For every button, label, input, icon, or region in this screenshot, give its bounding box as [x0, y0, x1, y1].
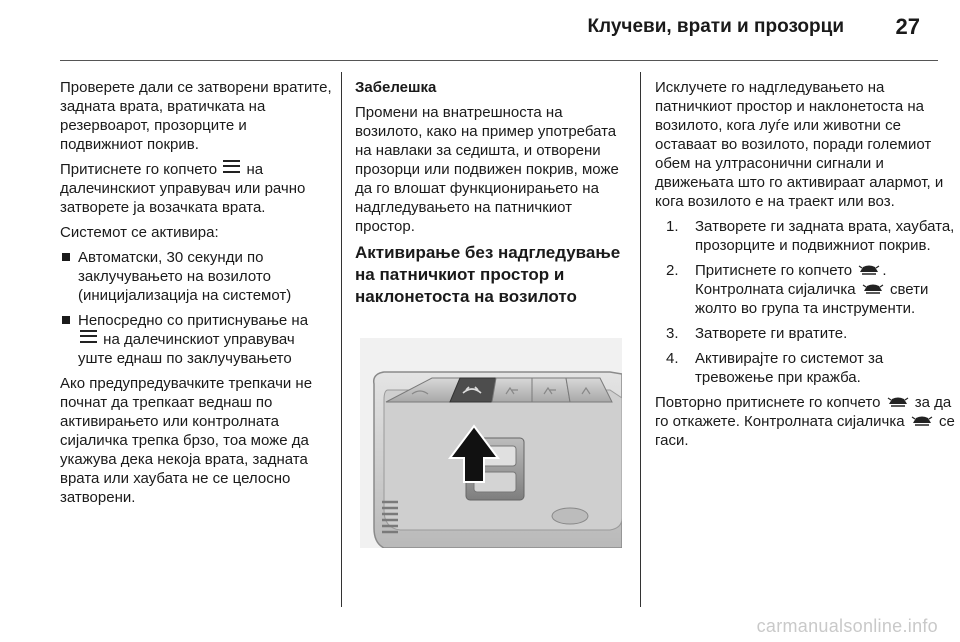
interior-monitoring-icon	[858, 263, 880, 276]
paragraph-disable-monitoring: Исклучете го надгледувањето на патничкиот простор и наклонетоста на возилото, кога луѓе или животни се оставаат во возилото, поради големиот обем на ултрасонични сигнали и движењата што го активираат алармот, и кога возилото е на траект или воз.	[655, 79, 944, 210]
note-title: Забелешка	[355, 79, 437, 96]
paragraph-cancel: Повторно притиснете го копчето за да го откажете. Контролната сијаличка се гаси.	[655, 394, 955, 449]
column-divider-left	[341, 72, 342, 607]
column-divider-right	[640, 72, 641, 607]
right-column	[655, 78, 955, 456]
paragraph-press-button: Притиснете го копчето на далечинскиот управувач или рачно затворете ја возачката врата.	[60, 161, 306, 216]
paragraph-check-doors: Проверете дали се затворени вратите, задната врата, вратичката на резервоарот, прозорците и подвижниот покрив.	[60, 79, 332, 153]
interior-monitoring-icon	[887, 395, 909, 408]
list-item: 2. Притиснете го копчето . Контролната сијаличка свети жолто во група та инструменти.	[666, 262, 929, 317]
middle-column	[355, 78, 630, 308]
interior-monitoring-icon	[862, 282, 884, 295]
page-header	[0, 0, 960, 62]
left-column	[60, 78, 332, 513]
paragraph-hazard-warning: Ако предупредувачките трепкачи не почнат да трепкаат веднаш по активирањето или контролната сијаличка трепка брзо, тоа може да укажува дека некоја врата, задната врата или хаубата не се целосно затворени.	[60, 375, 313, 506]
interior-monitoring-icon	[911, 414, 933, 427]
bullet-icon	[62, 253, 70, 261]
page-number: 27	[895, 14, 920, 39]
list-item: Автоматски, 30 секунди по заклучувањето на возилото (иницијализација на системот)	[60, 248, 332, 305]
steps-list	[655, 217, 955, 387]
header-rule	[60, 60, 938, 61]
console-illustration	[360, 338, 622, 548]
list-item: Непосредно со притиснување на на далечинскиот управувач уште еднаш по заклучувањето	[60, 311, 332, 368]
list-item: 1. Затворете ги задната врата, хаубата, прозорците и подвижниот покрив.	[666, 218, 955, 254]
list-item: 3. Затворете ги вратите.	[666, 325, 848, 342]
watermark[interactable]: carmanualsonline.info	[756, 616, 938, 636]
lock-button-icon	[223, 160, 240, 173]
lock-button-icon	[80, 330, 97, 343]
section-heading: Активирање без надгледување на патничкиот простор и наклонетоста на возилото	[355, 243, 621, 306]
paragraph-system-activates: Системот се активира:	[60, 224, 219, 241]
bullet-icon	[62, 316, 70, 324]
page-title: Клучеви, врати и прозорци	[587, 16, 844, 37]
activation-list	[60, 248, 332, 368]
note-text: Промени на внатрешноста на возилото, како на пример употребата на навлаки за седишта, и отворени прозорци или подвижен покрив, може да го влошат функционирањето на надгледувањето на патничкиот простор.	[355, 104, 619, 235]
list-item: 4. Активирајте го системот за тревожење при кражба.	[666, 350, 884, 386]
overhead-console-figure	[360, 338, 622, 548]
